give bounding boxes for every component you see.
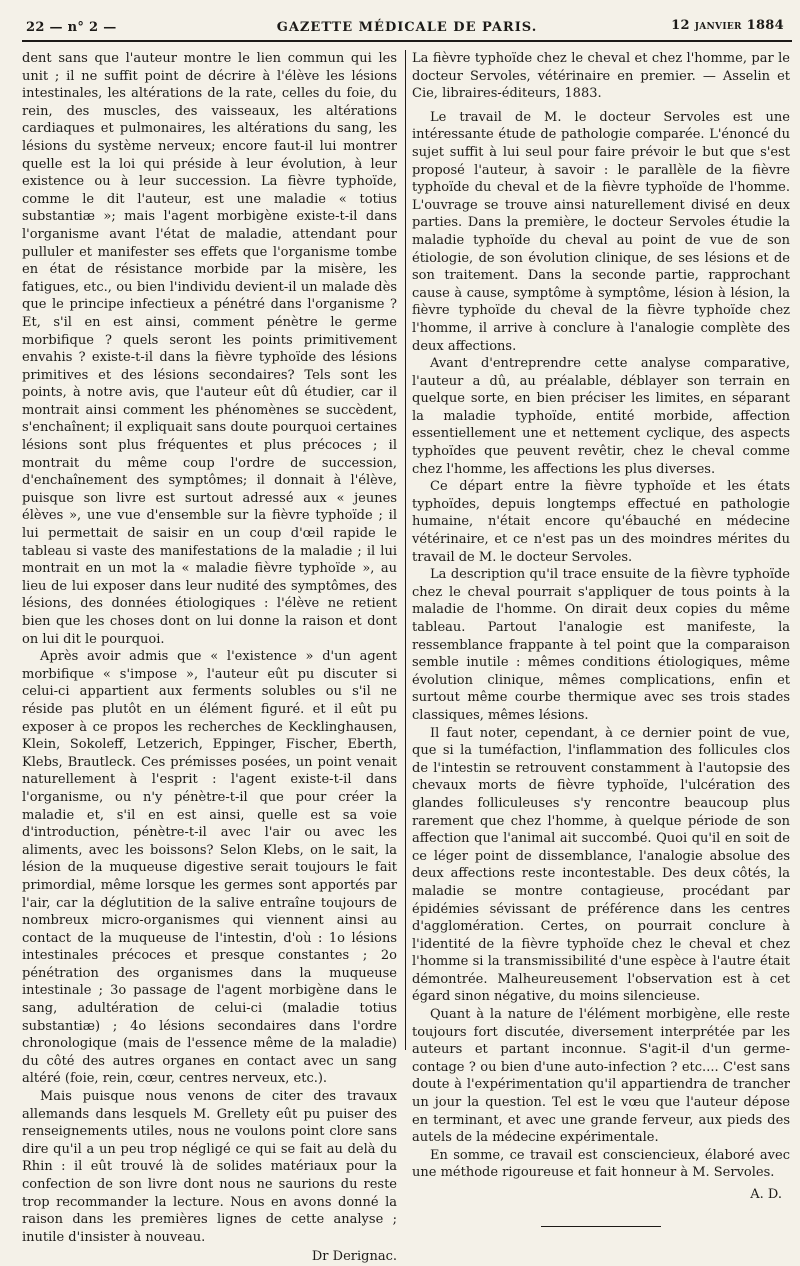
right-paragraph-4: La description qu'il trace ensuite de la fièvre typhoïde chez le cheval pourrait s'appliquer de tous points à la maladie de l'homme. On dirait deux copies du même tableau. Partout l'analogie est manifeste, la ressemblance frappante à tel point que la comparaison semble inutile : mêmes conditions étiologiques, même évolution clinique, mêmes complications, enfin et surtout même courbe thermique avec ses trois stades classiques, mêmes lésions. [412,567,790,723]
page-header [22,14,792,42]
right-column [412,50,790,1227]
right-paragraph-6: Quant à la nature de l'élément morbigène, elle reste toujours fort discutée, diversement interprétée par les auteurs et partant inconnue. S'agit-il d'un germe-contage ? ou bien d'une auto-infection ? etc.... C'est sans doute à l'expérimentation qu'il appartiendra de trancher un jour la question. Tel est le vœu que l'auteur dépose en terminant, et avec une grande ferveur, aux pieds des autels de la médecine expérimentale. [412,1007,790,1146]
newspaper-page [22,14,792,1265]
left-paragraph-3: Mais puisque nous venons de citer des travaux allemands dans lesquels M. Grellety eût pu puiser des renseignements utiles, nous ne voulons point clore sans dire qu'il a un peu trop négligé ce qui se fait au delà du Rhin : il eût trouvé là de solides matériaux pour la confection de son livre dont nous ne saurions du reste trop recommander la lecture. Nous en avons donné la raison dans les premières lignes de cette analyse ; inutile d'insister à nouveau. [22,1089,397,1245]
page-number: 22 — n° 2 — [26,20,117,35]
book-reference: La fièvre typhoïde chez le cheval et chez l'homme, par le docteur Servoles, vétérinaire en premier. — Asselin et Cie, libraires-éditeurs, 1883. [412,51,790,102]
left-paragraph-2: Après avoir admis que « l'existence » d'un agent morbifique « s'impose », l'auteur eût pu discuter si celui-ci appartient aux ferments solubles ou s'il ne réside pas plutôt en un élément figuré. et il eût pu exposer à ce propos les recherches de Kecklinghausen, Klein, Sokoleff, Letzerich, Eppinger, Fischer, Eberth, Klebs, Brautleck. Ces prémisses posées, un point venait naturellement à l'esprit : l'agent existe-t-il dans l'organisme, ou n'y pénètre-t-il que pour créer la maladie et, s'il en est ainsi, quelle est sa voie d'introduction, pénètre-t-il avec l'air ou avec les aliments, avec les boissons? Selon Klebs, on le sait, la lésion de la muqueuse digestive serait toujours le fait primordial, même lorsque les germes sont apportés par l'air, car la déglutition de la salive entraîne toujours de nombreux micro-organismes qui viennent ainsi au contact de la muqueuse de l'intestin, d'où : 1o lésions intestinales précoces et presque constantes ; 2o pénétration des organismes dans la muqueuse intestinale ; 3o passage de l'agent morbigène dans le sang, adultération de celui-ci (maladie totius substantiæ) ; 4o lésions secondaires dans l'ordre chronologique (mais de l'essence même de la maladie) du côté des autres organes en contact avec un sang altéré (foie, rein, cœur, centres nerveux, etc.). [22,649,397,1087]
closing-rule [541,1226,661,1227]
left-paragraph-1: dent sans que l'auteur montre le lien commun qui les unit ; il ne suffit point de décrire à l'élève les lésions intestinales, les altérations de la rate, celles du foie, du rein, des muscles, des vaisseaux, les altérations cardiaques et pulmonaires, les altérations du sang, les lésions du système nerveux; encore faut-il lui montrer quelle est la loi qui préside à leur évolution, à leur existence ou à leur succession. La fièvre typhoïde, comme le dit l'auteur, est une maladie « totius substantiæ »; mais l'agent morbigène existe-t-il dans l'organisme avant l'état de maladie, attendant pour pulluler et manifester ses effets que l'organisme tombe en état de résistance morbide par la misère, les fatigues, etc., ou bien l'individu devient-il un malade dès que le principe infectieux a pénétré dans l'organisme ? Et, s'il en est ainsi, comment pénètre le germe morbifique ? quels seront les points primitivement envahis ? existe-t-il dans la fièvre typhoïde des lésions primitives et des lésions secondaires? Tels sont les points, à notre avis, que l'auteur eût dû étudier, car il montrait ainsi comment les phénomènes se succèdent, s'enchaînent; il expliquait sans doute pourquoi certaines lésions sont plus fréquentes et plus précoces ; il montrait du même coup l'ordre de succession, d'enchaînement des symptômes; il donnait à l'élève, puisque son livre est surtout adressé aux « jeunes élèves », une vue d'ensemble sur la fièvre typhoïde ; il lui permettait de saisir en un coup d'œil rapide le tableau si vaste des manifestations de la maladie ; il lui montrait en un mot la « maladie fièvre typhoïde », au lieu de lui exposer dans leur nudité des symptômes, des lésions, des données étiologiques : l'élève ne retient bien que les choses dont on lui donne la raison et dont on lui dit le pourquoi. [22,51,397,647]
right-paragraph-2: Avant d'entreprendre cette analyse comparative, l'auteur a dû, au préalable, déblayer son terrain en quelque sorte, en bien préciser les limites, en séparant la maladie typhoïde, entité morbide, affection essentiellement une et nettement cyclique, des aspects typhoïdes que peuvent revêtir, chez le cheval comme chez l'homme, les affections les plus diverses. [412,356,790,477]
right-paragraph-5: Il faut noter, cependant, à ce dernier point de vue, que si la tuméfaction, l'inflammation des follicules clos de l'intestin se retrouvent constamment à l'autopsie des chevaux morts de fièvre typhoïde, l'ulcération des glandes folliculeuses s'y rencontre beaucoup plus rarement que chez l'homme, à quelque période de son affection que l'animal ait succombé. Quoi qu'il en soit de ce léger point de dissemblance, l'analogie absolue des deux affections reste incontestable. Des deux côtés, la maladie se montre contagieuse, procédant par épidémies sévissant de préférence dans les centres d'agglomération. Certes, on pourrait conclure à l'identité de la fièvre typhoïde chez le cheval et chez l'homme si la transmissibilité d'une espèce à l'autre était démontrée. Malheureusement l'observation est à cet égard sinon négative, du moins silencieuse. [412,725,790,1005]
publication-title: GAZETTE MÉDICALE DE PARIS. [276,20,538,35]
right-paragraph-1: Le travail de M. le docteur Servoles est une intéressante étude de pathologie comparée. L'énoncé du sujet suffit à lui seul pour faire prévoir le but que s'est proposé l'auteur, à savoir : le parallèle de la fièvre typhoïde du cheval et de la fièvre typhoïde de l'homme. L'ouvrage se trouve ainsi naturellement divisé en deux parties. Dans la première, le docteur Servoles étudie la maladie typhoïde du cheval au point de vue de son étiologie, de son évolution clinique, de ses lésions et de son traitement. Dans la seconde partie, rapprochant cause à cause, symptôme à symptôme, lésion à lésion, la fièvre typhoïde du cheval de la fièvre typhoïde chez l'homme, il arrive à conclure à l'analogie complète des deux affections. [412,109,790,354]
right-paragraph-3: Ce départ entre la fièvre typhoïde et les états typhoïdes, depuis longtemps effectué en pathologie humaine, n'était encore qu'ébauché en médecine vétérinaire, et ce n'est pas un des moindres mérites du travail de M. le docteur Servoles. [412,479,790,565]
right-paragraph-7: En somme, ce travail est consciencieux, élaboré avec une méthode rigoureuse et fait honneur à M. Servoles. [412,1147,790,1181]
column-divider [405,50,406,1050]
left-column [22,50,397,1266]
columns [22,50,792,1265]
right-signature: A. D. [750,1187,782,1202]
left-signature: Dr Derignac. [311,1249,397,1265]
issue-date: 12 janvier 1884 [671,18,784,33]
